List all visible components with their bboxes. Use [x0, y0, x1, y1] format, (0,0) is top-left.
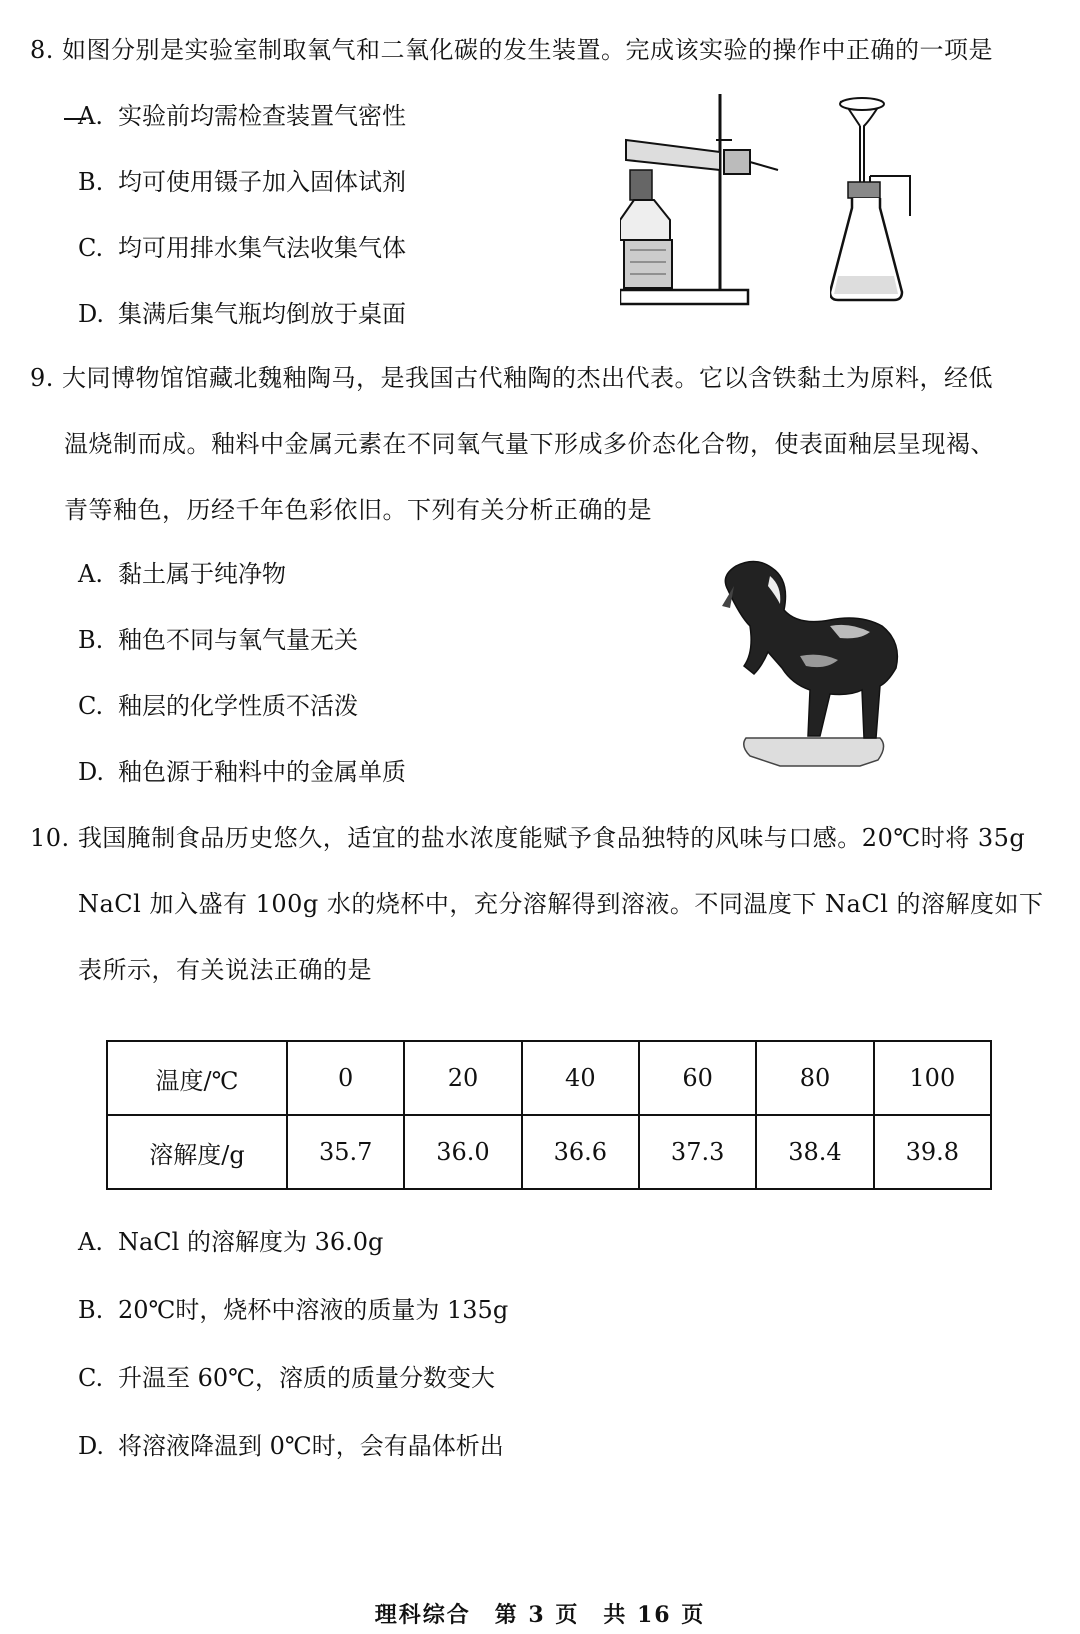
solubility-cell: 39.8	[874, 1115, 991, 1189]
q10-option-c: C. 升温至 60℃，溶质的质量分数变大	[78, 1364, 496, 1392]
q8-option-d: D. 集满后集气瓶均倒放于桌面	[78, 300, 406, 328]
q8-option-a: A. 实验前均需检查装置气密性	[78, 102, 406, 130]
q9-option-a: A. 黏土属于纯净物	[78, 560, 286, 588]
solubility-cell: 36.0	[404, 1115, 521, 1189]
solubility-header: 溶解度/g	[107, 1115, 287, 1189]
q10-option-a: A. NaCl 的溶解度为 36.0g	[78, 1228, 384, 1256]
temperature-cell: 40	[522, 1041, 639, 1115]
q9-stem-line-2: 温烧制而成。釉料中金属元素在不同氧气量下形成多价态化合物，使表面釉层呈现褐、	[64, 430, 995, 458]
temperature-cell: 20	[404, 1041, 521, 1115]
solubility-cell: 36.6	[522, 1115, 639, 1189]
q9-number: 9.	[30, 364, 54, 392]
q10-stem-line-1: 10. 我国腌制食品历史悠久，适宜的盐水浓度能赋予食品独特的风味与口感。20℃时将 35g	[30, 824, 1026, 852]
q10-stem-line-2: NaCl 加入盛有 100g 水的烧杯中，充分溶解得到溶液。不同温度下 NaCl 的溶解度如下	[78, 890, 1044, 918]
temperature-row	[107, 1041, 991, 1115]
solubility-cell: 37.3	[639, 1115, 756, 1189]
q8-number: 8.	[30, 36, 54, 64]
q10-option-d: D. 将溶液降温到 0℃时，会有晶体析出	[78, 1432, 504, 1460]
solubility-cell: 35.7	[287, 1115, 404, 1189]
temperature-cell: 100	[874, 1041, 991, 1115]
solubility-cell: 38.4	[756, 1115, 873, 1189]
temperature-cell: 80	[756, 1041, 873, 1115]
q8-stem	[30, 30, 993, 65]
q10-option-b: B. 20℃时，烧杯中溶液的质量为 135g	[78, 1296, 509, 1324]
q8-stem-text: 如图分别是实验室制取氧气和二氧化碳的发生装置。完成该实验的操作中正确的一项是	[62, 36, 994, 64]
page-footer: 理科综合 第 3 页 共 16 页	[374, 1602, 706, 1628]
q9-option-b: B. 釉色不同与氧气量无关	[78, 626, 358, 654]
q10-stem-line-3: 表所示，有关说法正确的是	[78, 956, 372, 984]
q9-option-c: C. 釉层的化学性质不活泼	[78, 692, 358, 720]
q9-option-d: D. 釉色源于釉料中的金属单质	[78, 758, 406, 786]
solubility-row	[107, 1115, 991, 1189]
glazed-horse-figure	[710, 556, 920, 778]
q9-stem-line-3: 青等釉色，历经千年色彩依旧。下列有关分析正确的是	[64, 496, 652, 524]
temperature-cell: 60	[639, 1041, 756, 1115]
temperature-cell: 0	[287, 1041, 404, 1115]
temperature-header: 温度/℃	[107, 1041, 287, 1115]
solubility-table	[106, 1040, 992, 1190]
q10-number: 10.	[30, 824, 70, 852]
q8-option-b: B. 均可使用镊子加入固体试剂	[78, 168, 406, 196]
q8-option-c: C. 均可用排水集气法收集气体	[78, 234, 406, 262]
co2-apparatus-figure	[830, 96, 930, 314]
oxygen-apparatus-figure	[620, 90, 780, 316]
q9-stem-line-1: 9. 大同博物馆馆藏北魏釉陶马，是我国古代釉陶的杰出代表。它以含铁黏土为原料，经低	[30, 364, 994, 392]
